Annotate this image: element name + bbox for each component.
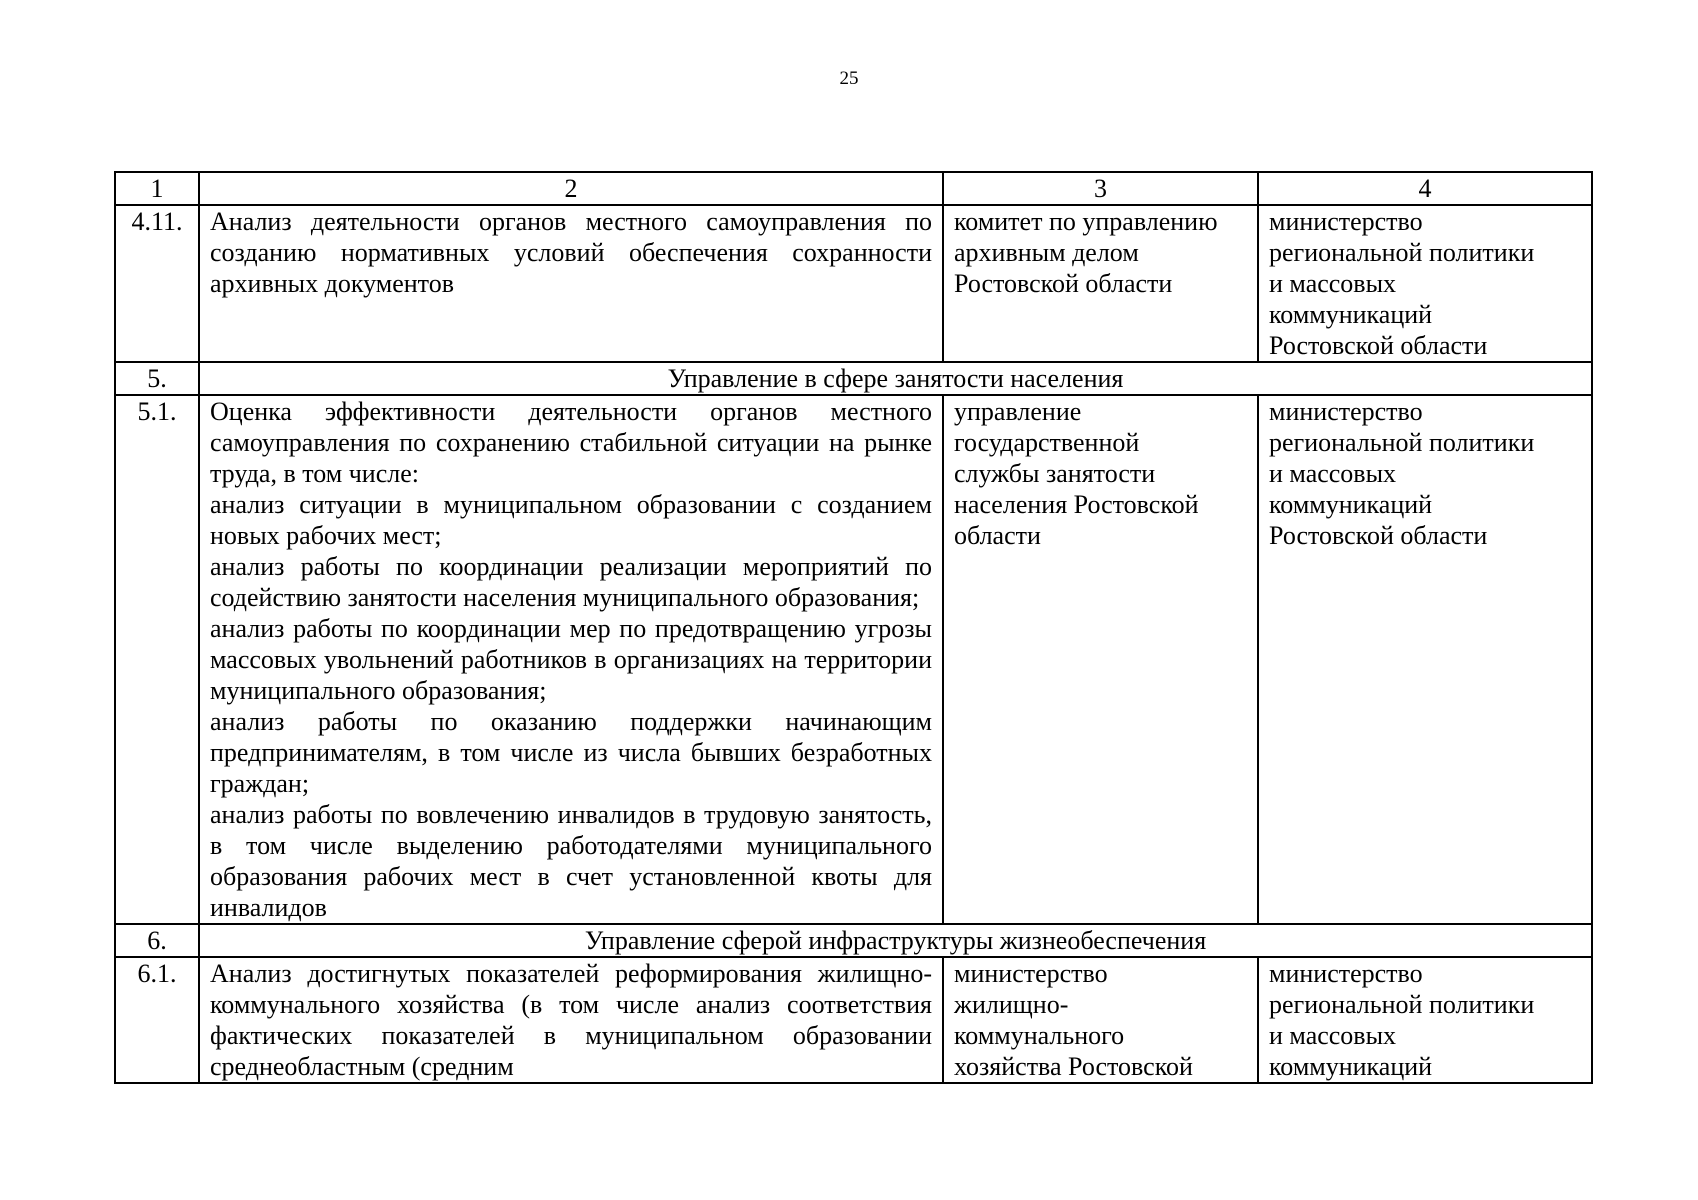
row-coexecutor: [1258, 205, 1592, 362]
coexecutor-line: коммуникаций: [1269, 490, 1433, 519]
row-number: 4.11.: [115, 205, 199, 362]
coexecutor-line: коммуникаций: [1269, 1052, 1433, 1081]
executor-line: управление: [954, 397, 1082, 426]
coexecutor-line: и массовых: [1269, 1021, 1397, 1050]
coexecutor-line: Ростовской области: [1269, 331, 1488, 360]
document-table: [114, 171, 1593, 1084]
coexecutor-line: Ростовской области: [1269, 521, 1488, 550]
table-header-row: [115, 172, 1592, 205]
section-title: Управление в сфере занятости населения: [199, 362, 1592, 395]
page-number: 25: [839, 68, 859, 89]
row-coexecutor: [1258, 395, 1592, 924]
coexecutor-line: министерство: [1269, 207, 1423, 236]
section-number: 5.: [115, 362, 199, 395]
executor-line: хозяйства Ростовской: [954, 1052, 1193, 1081]
column-header-1: 1: [115, 172, 199, 205]
coexecutor-line: министерство: [1269, 397, 1423, 426]
coexecutor-line: региональной политики: [1269, 990, 1535, 1019]
row-description: [199, 395, 943, 924]
executor-line: министерство: [954, 959, 1108, 988]
description-paragraph: Анализ достигнутых показателей реформирования жилищно-коммунального хозяйства (в том числе анализ соответствия фактических показателей в муниципальном образовании среднеобластным (средним: [210, 959, 932, 1081]
description-paragraph: Оценка эффективности деятельности органов местного самоуправления по сохранению стабильной ситуации на рынке труда, в том числе:: [210, 397, 932, 488]
table-row: [115, 205, 1592, 362]
executor-line: населения Ростовской: [954, 490, 1199, 519]
section-row: [115, 924, 1592, 957]
section-number: 6.: [115, 924, 199, 957]
coexecutor-line: коммуникаций: [1269, 300, 1433, 329]
table-row: [115, 957, 1592, 1083]
table-row: [115, 395, 1592, 924]
row-executor: [943, 395, 1258, 924]
row-executor: [943, 205, 1258, 362]
row-number: 6.1.: [115, 957, 199, 1083]
coexecutor-line: и массовых: [1269, 459, 1397, 488]
coexecutor-line: и массовых: [1269, 269, 1397, 298]
description-paragraph: Анализ деятельности органов местного самоуправления по созданию нормативных условий обеспечения сохранности архивных документов: [210, 207, 932, 298]
executor-line: жилищно-: [954, 990, 1069, 1019]
description-paragraph: анализ ситуации в муниципальном образовании с созданием новых рабочих мест;: [210, 490, 932, 550]
executor-line: службы занятости: [954, 459, 1156, 488]
executor-line: Ростовской области: [954, 269, 1173, 298]
description-paragraph: анализ работы по координации мер по предотвращению угрозы массовых увольнений работников в организациях на территории муниципального образования;: [210, 614, 932, 705]
column-header-3: 3: [943, 172, 1258, 205]
description-paragraph: анализ работы по вовлечению инвалидов в трудовую занятость, в том числе выделению работодателями муниципального образования рабочих мест в счет установленной квоты для инвалидов: [210, 800, 932, 922]
executor-line: коммунального: [954, 1021, 1125, 1050]
row-executor: [943, 957, 1258, 1083]
section-title: Управление сферой инфраструктуры жизнеобеспечения: [199, 924, 1592, 957]
row-description: [199, 205, 943, 362]
column-header-4: 4: [1258, 172, 1592, 205]
section-row: [115, 362, 1592, 395]
coexecutor-line: региональной политики: [1269, 428, 1535, 457]
coexecutor-line: региональной политики: [1269, 238, 1535, 267]
coexecutor-line: министерство: [1269, 959, 1423, 988]
description-paragraph: анализ работы по оказанию поддержки начинающим предпринимателям, в том числе из числа бывших безработных граждан;: [210, 707, 932, 798]
executor-line: архивным делом: [954, 238, 1139, 267]
column-header-2: 2: [199, 172, 943, 205]
executor-line: государственной: [954, 428, 1140, 457]
row-coexecutor: [1258, 957, 1592, 1083]
row-description: [199, 957, 943, 1083]
description-paragraph: анализ работы по координации реализации мероприятий по содействию занятости населения муниципального образования;: [210, 552, 932, 612]
row-number: 5.1.: [115, 395, 199, 924]
executor-line: области: [954, 521, 1041, 550]
executor-line: комитет по управлению: [954, 207, 1218, 236]
